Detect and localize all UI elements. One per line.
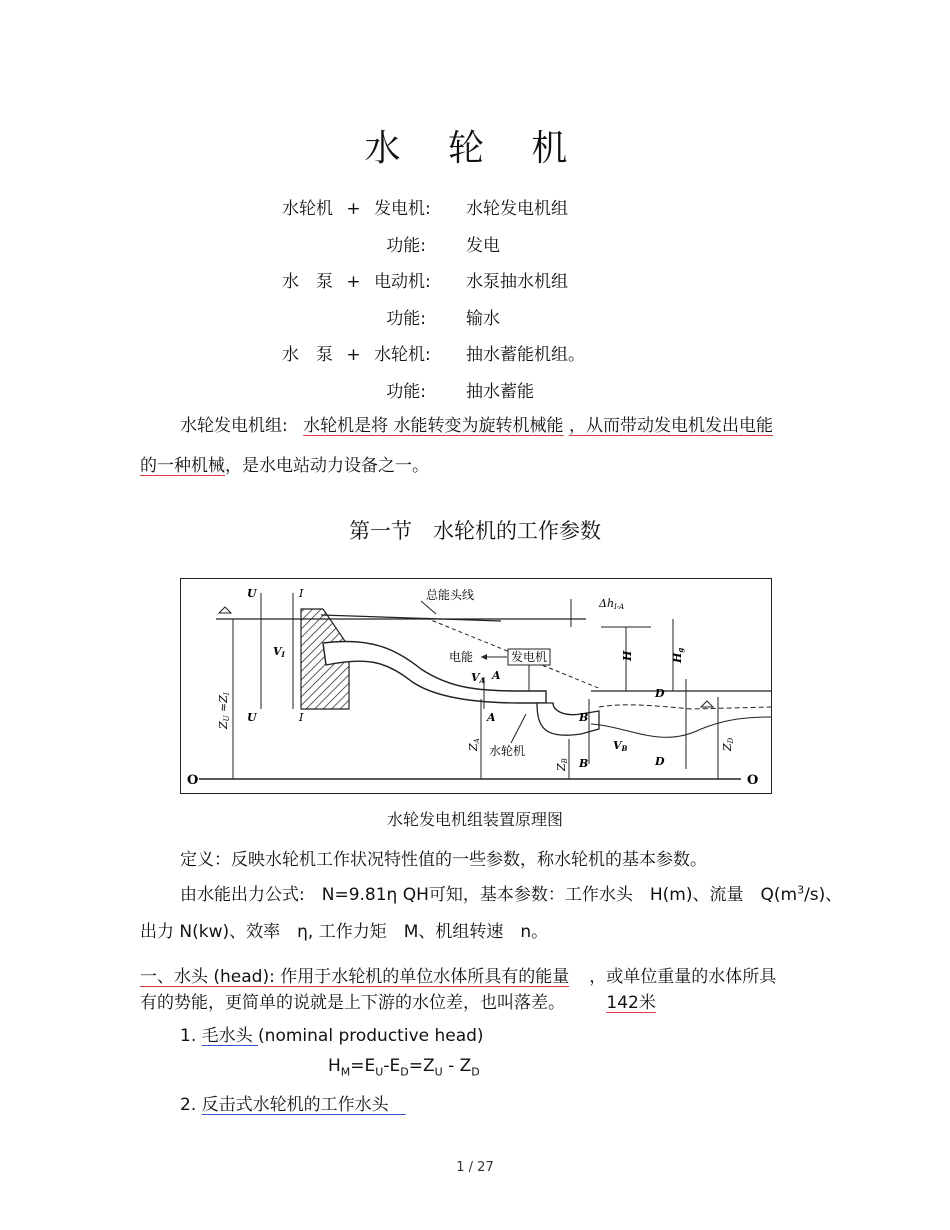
total-head-line-label: 总能头线	[426, 588, 475, 602]
water-level-icon	[701, 701, 713, 707]
formula-paragraph-line1: 由水能出力公式: N=9.81η QH可知，基本参数：工作水头 H(m)、流量 $Q(m^3/s)$、	[180, 883, 843, 905]
intro-paragraph-line1: 水轮发电机组: 水轮机是将 水能转变为旋转机械能 ，从而带动发电机发出电能	[180, 416, 773, 436]
unit-row: 水轮机 + 发电机:	[282, 199, 431, 219]
page-title: 水 轮 机	[364, 128, 586, 169]
vb-label: VB	[613, 739, 628, 753]
unit-value: 水轮发电机组	[466, 199, 568, 219]
va-label: VA	[471, 671, 485, 685]
unit-row: 水 泵 + 电动机:	[282, 272, 431, 292]
unit-function-label: 功能:	[386, 309, 426, 329]
unit-value: 水泵抽水机组	[466, 272, 568, 292]
za-label: ZA	[467, 738, 481, 751]
section-title: 第一节 水轮机的工作参数	[349, 519, 601, 543]
unit-row: 水 泵 + 水轮机:	[282, 345, 431, 365]
h-label: H	[621, 650, 634, 661]
point-a-label: A	[487, 711, 496, 724]
section-i-label: I	[299, 587, 304, 600]
item-2: 2. 反击式水轮机的工作水头	[180, 1095, 406, 1115]
arrow-head-icon	[481, 654, 487, 660]
figure-caption: 水轮发电机组装置原理图	[386, 810, 563, 829]
zb-label: ZB	[555, 758, 569, 771]
tailwater-dashed	[599, 705, 771, 709]
point-b-label: B	[579, 711, 589, 724]
point-d-label: D	[655, 687, 665, 700]
head-paragraph-line2: 有的势能，更简单的说就是上下游的水位差，也叫落差。 142米	[140, 993, 656, 1013]
highlight-underline: 毛水头	[201, 1026, 259, 1046]
leader-line	[511, 714, 526, 743]
formula-paragraph-line2: 出力 N(kw)、效率 η, 工作力矩 M、机组转速 n。	[140, 922, 549, 942]
section-u-label: U	[247, 587, 257, 600]
point-a-label: A	[492, 669, 501, 682]
water-level-icon	[219, 607, 231, 613]
leader-line	[421, 601, 436, 614]
delta-h-label: ΔhI-A	[599, 597, 625, 611]
highlight-underline: 反击式水轮机的工作水头	[201, 1095, 406, 1115]
unit-function-value: 抽水蓄能	[466, 382, 534, 402]
v1-label: VI	[273, 645, 285, 659]
section-i-label: I	[299, 711, 304, 724]
note-142m: 142米	[606, 993, 656, 1013]
generator-label: 发电机	[511, 650, 548, 664]
point-d-label: D	[655, 755, 665, 768]
highlight-underline: 的一种机械	[140, 456, 225, 476]
figure-frame	[180, 578, 772, 794]
riverbed	[591, 717, 771, 737]
unit-function-label: 功能:	[386, 236, 426, 256]
zd-label: ZD	[721, 737, 735, 751]
turbine-label: 水轮机	[489, 744, 526, 758]
datum-o-label: O	[187, 773, 199, 788]
page-number: 1 / 27	[456, 1160, 494, 1175]
hydro-unit-diagram	[181, 579, 771, 793]
point-b-label: B	[579, 757, 589, 770]
electric-label: 电能	[449, 650, 474, 664]
highlight-underline: 一、水头 (head): 作用于水轮机的单位水体所具有的能量	[140, 967, 570, 987]
unit-function-value: 发电	[466, 236, 500, 256]
section-u-label: U	[247, 711, 257, 724]
datum-o-label: O	[747, 773, 759, 788]
unit-value: 抽水蓄能机组。	[466, 345, 585, 365]
head-paragraph-line1: 一、水头 (head): 作用于水轮机的单位水体所具有的能量 ，或单位重量的水体所具	[140, 967, 777, 987]
zu-label: ZU ≈ZI	[217, 692, 231, 729]
energy-line	[321, 615, 501, 621]
hg-label: Hg	[671, 647, 685, 663]
unit-function-value: 输水	[466, 309, 500, 329]
draft-tube	[537, 703, 599, 735]
head-formula: $H_M=E_U-E_D=Z_U - Z_D$	[328, 1056, 480, 1079]
highlight-underline: 水轮机是将 水能转变为旋转机械能	[303, 416, 564, 436]
item-1: 1. 毛水头 (nominal productive head)	[180, 1026, 484, 1046]
definition-text: 定义：反映水轮机工作状况特性值的一些参数，称水轮机的基本参数。	[180, 850, 707, 870]
intro-paragraph-line2: 的一种机械，是水电站动力设备之一。	[140, 456, 429, 476]
unit-function-label: 功能:	[386, 382, 426, 402]
